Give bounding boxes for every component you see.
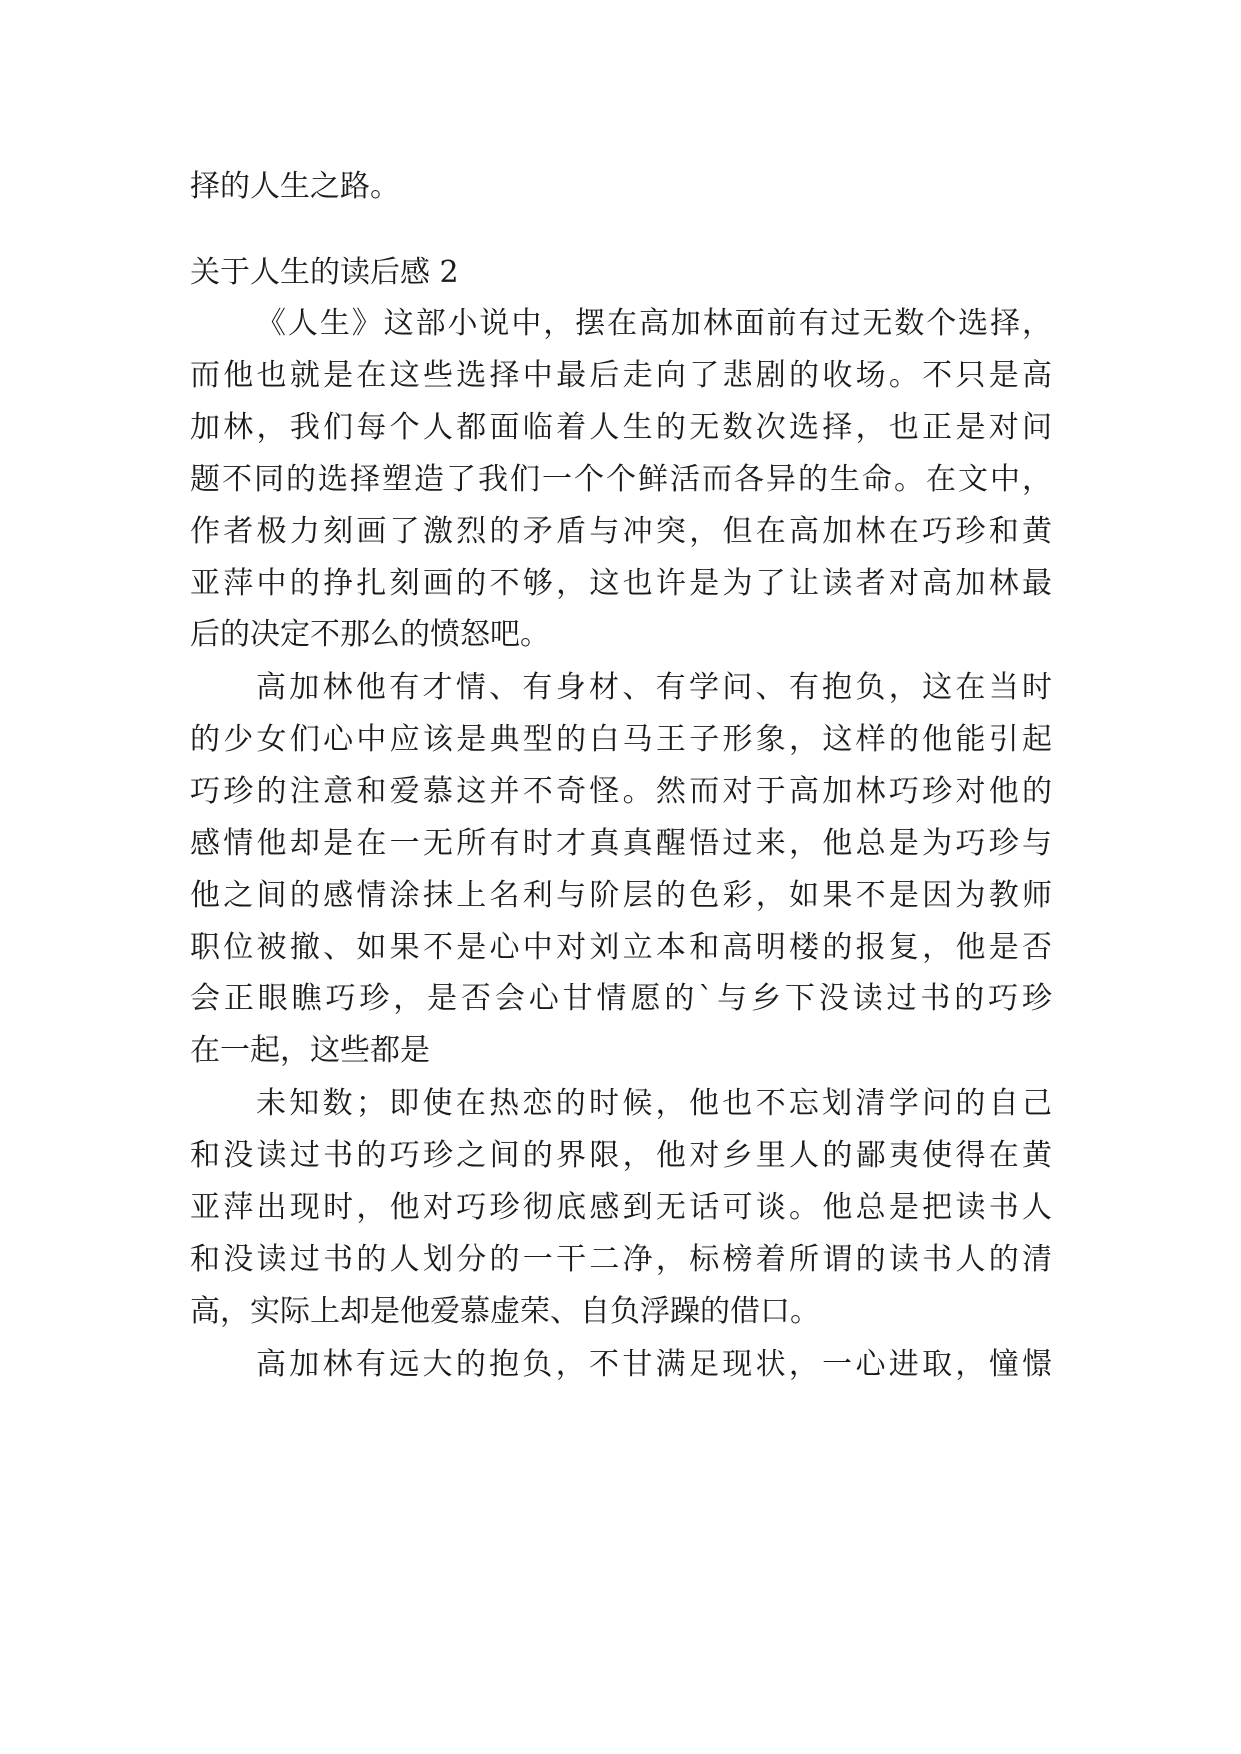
text-line-10: 高加林他有才情、有身材、有学问、有抱负，这在当时	[256, 670, 1052, 705]
text-line-6: 题不同的选择塑造了我们一个个鲜活而各异的生命。在文中，	[190, 462, 1052, 497]
text-line-11: 的少女们心中应该是典型的白马王子形象，这样的他能引起	[190, 722, 1052, 757]
text-line-1: 择的人生之路。	[190, 169, 400, 204]
text-line-22: 高，实际上却是他爱慕虚荣、自负浮躁的借口。	[190, 1294, 820, 1329]
text-line-23: 高加林有远大的抱负，不甘满足现状，一心进取，憧憬	[256, 1347, 1052, 1382]
text-line-18: 未知数；即使在热恋的时候，他也不忘划清学问的自己	[256, 1086, 1052, 1121]
text-line-14: 他之间的感情涂抹上名利与阶层的色彩，如果不是因为教师	[190, 878, 1052, 913]
text-line-21: 和没读过书的人划分的一干二净，标榜着所谓的读书人的清	[190, 1242, 1052, 1277]
text-line-7: 作者极力刻画了激烈的矛盾与冲突，但在高加林在巧珍和黄	[190, 514, 1052, 549]
text-line-12: 巧珍的注意和爱慕这并不奇怪。然而对于高加林巧珍对他的	[190, 774, 1052, 809]
text-line-16: 会正眼瞧巧珍，是否会心甘情愿的`与乡下没读过书的巧珍	[190, 981, 1052, 1016]
text-line-5: 加林，我们每个人都面临着人生的无数次选择，也正是对问	[190, 410, 1052, 445]
text-line-17: 在一起，这些都是	[190, 1033, 430, 1068]
text-line-20: 亚萍出现时，他对巧珍彻底感到无话可谈。他总是把读书人	[190, 1190, 1052, 1225]
text-line-3: 《人生》这部小说中，摆在高加林面前有过无数个选择，	[256, 306, 1052, 341]
text-line-9: 后的决定不那么的愤怒吧。	[190, 617, 550, 652]
text-line-4: 而他也就是在这些选择中最后走向了悲剧的收场。不只是高	[190, 358, 1052, 393]
text-line-8: 亚萍中的挣扎刻画的不够，这也许是为了让读者对高加林最	[190, 566, 1052, 601]
text-line-19: 和没读过书的巧珍之间的界限，他对乡里人的鄙夷使得在黄	[190, 1138, 1052, 1173]
text-line-15: 职位被撤、如果不是心中对刘立本和高明楼的报复，他是否	[190, 930, 1052, 965]
text-line-13: 感情他却是在一无所有时才真真醒悟过来，他总是为巧珍与	[190, 826, 1052, 861]
section-heading: 关于人生的读后感 2	[190, 255, 459, 290]
